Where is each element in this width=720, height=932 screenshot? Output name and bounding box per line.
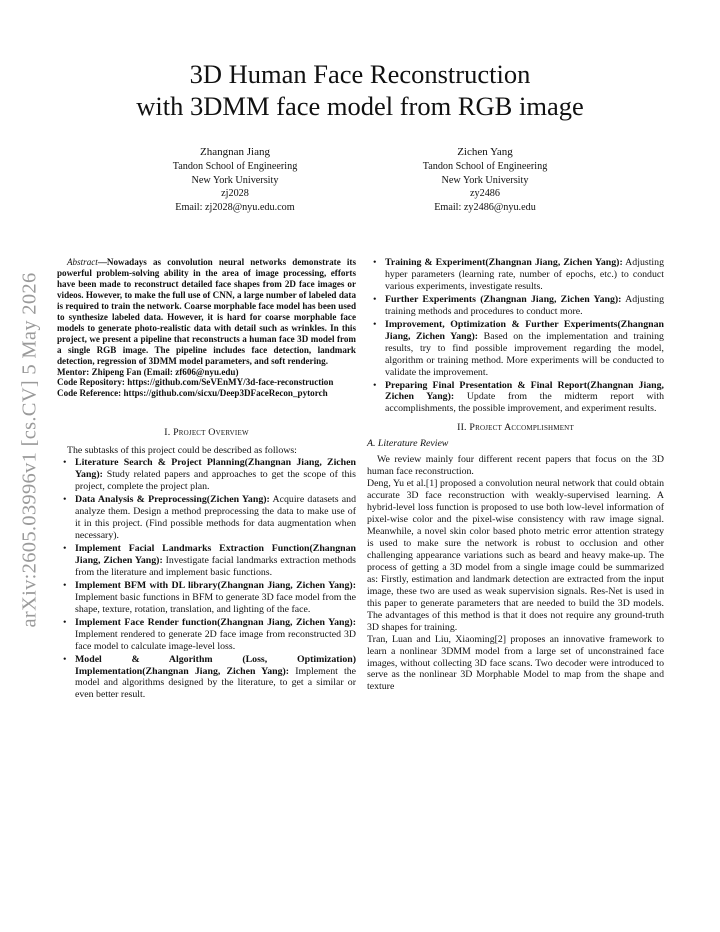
section-title: Project Overview xyxy=(173,427,249,439)
list-item: • Training & Experiment(Zhangnan Jiang, Zichen Yang): Adjusting hyper parameters (learning rate, number of epochs, etc.) to conduct various experiments, investigate results. xyxy=(373,257,665,292)
task-text: Implement basic functions in BFM to generate 3D face model from the shape, texture, rotation, translation, and lighting of the face. xyxy=(75,591,356,615)
paragraph: We review mainly four different recent papers that focus on the 3D human face reconstruction. xyxy=(367,454,664,478)
abstract-body xyxy=(57,257,356,367)
author-email: Email: zj2028@nyu.edu.com xyxy=(175,201,295,213)
list-item: • Literature Search & Project Planning(Zhangnan Jiang, Zichen Yang): Study related papers and approaches to get the scope of this project, complete the project plan. xyxy=(63,457,356,493)
list-item: • Data Analysis & Preprocessing(Zichen Yang): Acquire datasets and analyze them. Design a method preprocessing the data to make use of it in this project. (Find possible methods for data augmentation when necessary). xyxy=(63,494,357,542)
subtask-list xyxy=(57,457,356,701)
author-block-2 xyxy=(365,145,605,214)
author-name: Zichen Yang xyxy=(457,146,513,158)
section-number: I. xyxy=(164,427,174,439)
author-university: New York University xyxy=(441,174,529,186)
arxiv-id-text: arXiv:2605.03996v1 [cs.CV] 5 May 2026 xyxy=(18,272,41,628)
right-column xyxy=(367,257,664,693)
abstract xyxy=(57,257,356,399)
list-item: • Implement Facial Landmarks Extraction Function(Zhangnan Jiang, Zichen Yang): Investigate facial landmarks extraction methods from the literature and implement basic functions. xyxy=(63,542,357,578)
task-title: Training & Experiment(Zhangnan Jiang, Zichen Yang): xyxy=(385,257,623,268)
list-item: • Improvement, Optimization & Further Experiments(Zhangnan Jiang, Zichen Yang): Based on the implementation and training results, try to find possible improvement regarding the model, algorithm or training method. More experiments will be conducted to validate the improvement. xyxy=(373,318,664,378)
section-heading-overview xyxy=(57,427,356,439)
paragraph: Tran, Luan and Liu, Xiaoming[2] proposes an innovative framework to learn a nonlinear 3DMM model from a large set of unconstrained face images, without collecting 3D face scans. Two decoder were introduced to serve as the nonlinear 3D Morphable Model to map from the shape and texture xyxy=(367,633,664,693)
paper-title xyxy=(0,58,720,122)
task-text: Implement rendered to generate 2D face image from reconstructed 3D face model to calculate image-level loss. xyxy=(75,628,356,652)
arxiv-identifier-stamp xyxy=(10,260,50,640)
task-title: Improvement, Optimization & Further Experiments(Zhangnan Jiang, Zichen Yang): xyxy=(385,318,664,342)
task-title: Data Analysis & Preprocessing(Zichen Yang): xyxy=(75,494,270,506)
author-netid: zy2486 xyxy=(470,188,500,199)
list-item: • Preparing Final Presentation & Final Report(Zhangnan Jiang, Zichen Yang): Update from the midterm report with accomplishments, the possible improvement, and experiment results. xyxy=(373,379,665,415)
task-text: Acquire datasets and analyze them. Design a method preprocessing the data to make use of it in this project. (Find possible methods for data augmentation when necessary). xyxy=(75,494,357,542)
task-title: Implement BFM with DL library(Zhangnan Jiang, Zichen Yang): xyxy=(75,579,356,591)
author-email: Email: zy2486@nyu.edu xyxy=(434,201,536,213)
overview-intro: The subtasks of this project could be described as follows: xyxy=(67,445,297,457)
list-item: • Implement BFM with DL library(Zhangnan Jiang, Zichen Yang): Implement basic functions in BFM to generate 3D face model from the shape, texture, rotation, translation, and lighting of the face. xyxy=(63,579,356,615)
task-text: Update from the midterm report with accomplishments, the possible improvement, and experiment results. xyxy=(385,391,665,415)
author-netid: zj2028 xyxy=(221,188,249,199)
section-heading-accomplishment xyxy=(367,422,664,434)
task-title: Implement Face Render function(Zhangnan Jiang, Zichen Yang): xyxy=(75,616,356,628)
paragraph: Deng, Yu et al.[1] proposed a convolution neural network that could obtain accurate 3D face reconstruction with weakly-supervised learning. A hybrid-level loss function is proposed to use both low-level information of pixel-wise color and the pixel-wise consistency with raw image signal. Meanwhile, a novel skin color based photo metric error attention strategy is used to make sure the network is robust to occlusion and other challenging appearance variations such as beard and heavy make-up. The process of getting a 3D model from a single image could be summarized as: Firstly, estimation and landmark detection are extracted from the input image, these two are used as weak supervision signals. Res-Net is used in this paper to generate parameters that are needed to build the 3D models. The advantages of this method is that it does not require any ground-truth 3D shapes for training. xyxy=(367,478,664,633)
abstract-dash: — xyxy=(97,257,107,267)
task-title: Further Experiments (Zhangnan Jiang, Zichen Yang): xyxy=(385,293,622,305)
author-name: Zhangnan Jiang xyxy=(200,146,270,158)
task-text: Based on the implementation and training results, try to find possible improvement regarding the model, algorithm or training method. More experiments will be conducted to validate the improvement. xyxy=(385,330,664,378)
left-column xyxy=(57,257,356,702)
task-text: Adjusting training methods and procedures to conduct more. xyxy=(385,293,664,317)
list-item: • Model & Algorithm (Loss, Optimization) Implementation(Zhangnan Jiang, Zichen Yang): Implement the model and algorithms designed by the literature, to get a similar or even better result. xyxy=(63,653,356,701)
author-university: New York University xyxy=(191,174,279,186)
task-title: Preparing Final Presentation & Final Report(Zhangnan Jiang, Zichen Yang): xyxy=(385,379,664,403)
task-title: Literature Search & Project Planning(Zhangnan Jiang, Zichen Yang): xyxy=(75,457,356,481)
task-text: Study related papers and approaches to get the scope of this project, complete the project plan. xyxy=(75,469,356,493)
abstract-text: Nowadays as convolution neural networks demonstrate its powerful problem-solving ability in the area of image processing, efforts have been made to reconstruct detailed face shapes from 2D face images or videos. However, to make the full use of CNN, a large number of labeled data is required to train the network. Coarse morphable face model has been used to synthesize labeled data. However, it is hard for coarse morphable face models to generate photo-realistic data with detail such as wrinkles. In this project, we present a pipeline that reconstructs a human face 3D model from a single RGB image. The pipeline includes face detection, landmark detection, regression of 3DMM model parameters, and soft rendering. xyxy=(57,257,356,366)
list-item: • Further Experiments (Zhangnan Jiang, Zichen Yang): Adjusting training methods and procedures to conduct more. xyxy=(373,293,664,317)
task-text: Adjusting hyper parameters (learning rate, number of epochs, etc.) to conduct various experiments, investigate results. xyxy=(385,257,665,292)
author-affiliation: Tandon School of Engineering xyxy=(172,161,298,172)
task-title: Model & Algorithm (Loss, Optimization) Implementation(Zhangnan Jiang, Zichen Yang): xyxy=(75,653,356,677)
task-title: Implement Facial Landmarks Extraction Function(Zhangnan Jiang, Zichen Yang): xyxy=(75,542,356,566)
author-block-1 xyxy=(115,145,355,214)
subsection-heading: A. Literature Review xyxy=(367,438,449,450)
task-text: Investigate facial landmarks extraction methods from the literature and implement basic functions. xyxy=(75,554,357,578)
task-text: Implement the model and algorithms designed by the literature, to get a similar or even better result. xyxy=(75,665,356,701)
abstract-code-repository: Code Repository: https://github.com/SeVEnMY/3d-face-reconstruction xyxy=(57,377,334,388)
abstract-mentor: Mentor: Zhipeng Fan (Email: zf606@nyu.edu) xyxy=(57,366,239,377)
list-item: • Implement Face Render function(Zhangnan Jiang, Zichen Yang): Implement rendered to generate 2D face image from reconstructed 3D face model to calculate image-level loss. xyxy=(63,616,356,652)
abstract-heading: Abstract xyxy=(67,257,98,267)
title-line-1: 3D Human Face Reconstruction xyxy=(189,59,531,89)
abstract-code-reference: Code Reference: https://github.com/sicxu/Deep3DFaceRecon_pytorch xyxy=(57,388,328,399)
title-line-2: with 3DMM face model from RGB image xyxy=(136,91,584,121)
section-number: II. xyxy=(457,422,470,434)
subtask-list-continued xyxy=(367,257,664,415)
author-affiliation: Tandon School of Engineering xyxy=(422,161,548,172)
section-title: Project Accomplishment xyxy=(469,422,574,434)
